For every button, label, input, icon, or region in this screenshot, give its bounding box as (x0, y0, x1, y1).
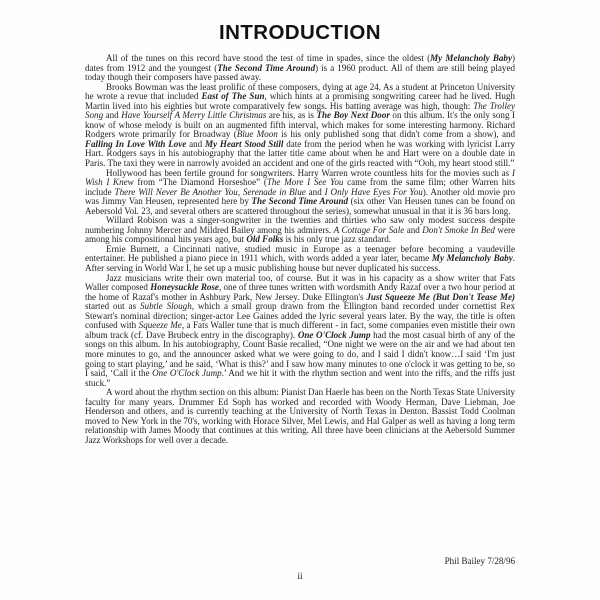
text-run: , which hints at a promising songwriting career had he lived. Hugh Martin lived into his eighties but wrote comparatively few songs. His batting average was high, though: (85, 91, 515, 111)
song-title: The Second Time Around (251, 196, 349, 207)
song-title: Honeysuckle Rose (150, 282, 219, 293)
text-run: is his only true jazz standard. (283, 234, 392, 245)
song-title: Serenade in Blue (242, 186, 306, 197)
document-body (85, 54, 515, 445)
page-number (0, 571, 600, 582)
text-run: and (186, 138, 206, 149)
song-title: My Heart Stood Still (205, 138, 284, 149)
song-title: One O'Clock Jump (297, 329, 371, 340)
text-run: on this album. It's the only song I know of whose melody is built on an augmented fifth interval, which makes for some interesting harmony. Richard Rodgers wrote primarily for Broadway ( (85, 110, 516, 140)
song-title: A Cottage For Sale (333, 224, 405, 235)
song-title: There Will Never Be Another You (114, 186, 238, 197)
text-run: were among his compositional hits years ago, but (85, 224, 515, 245)
text-run: and (103, 110, 122, 121)
text-run: , one of three tunes written with wordsmith Andy Razaf over a two hour period at the home of Razaf's mother in Ashbury Park, New Jersey. Duke Ellington's (85, 282, 515, 302)
paragraph-hollywood (85, 169, 515, 217)
song-title: The More I See You (266, 177, 344, 188)
song-title: The Second Time Around (217, 62, 316, 73)
paragraph-ernie-burnett (85, 245, 515, 274)
song-title: I Wish I Knew (85, 167, 515, 188)
text-run: from “The Diamond Horseshoe” ( (133, 177, 267, 188)
song-title: Have Yourself A Merry Little Christmas (121, 110, 267, 121)
text-run: ) is a 1960 product. All of them are still being played today though their composers have passed away. (85, 62, 515, 83)
song-title: Subtle Slough (140, 301, 192, 312)
song-title: Old Folks (246, 234, 284, 245)
text-run: All of the tunes on this record have stood the test of time in spades, since the oldest ( (106, 53, 431, 63)
song-title: Falling In Love With Love (85, 138, 187, 149)
paragraph-opening (85, 54, 515, 83)
paragraph-rhythm-section (85, 388, 515, 445)
page-number-value: ii (297, 571, 303, 582)
text-run: started out as (85, 301, 141, 312)
page-title: INTRODUCTION (219, 21, 381, 44)
text-run: A word about the rhythm section on this album: Pianist Dan Haerle has been on the North Texas State University faculty for many years. Drummer Ed Soph has worked and recorded with Woody Herman, Dave Liebman, Joe Henderson and others, and is currently teaching at the University of North Texas in Denton. Bassist Todd Coolman moved to New York in the 70's, working with Horace Silver, Mel Lewis, and Hal Galper as well as having a long term relationship with James Moody that continues at this writing. All three have been clinicians at the Aebersold Summer Jazz Workshops for well over a decade. (85, 387, 515, 445)
song-title: Don't Smoke In Bed (422, 224, 495, 235)
song-title: The Boy Next Door (316, 110, 390, 121)
text-run: came from the same film; other Warren hits include (85, 177, 515, 197)
paragraph-willard-robison (85, 216, 515, 245)
text-run: Hollywood has been fertile ground for songwriters. Harry Warren wrote countless hits for the movies such as (106, 167, 512, 178)
song-title: My Melancholy Baby (430, 53, 512, 63)
text-run: (six other Van Heusen tunes can be found on Aebersold Vol. 23, and several others are scattered throughout the series), somewhat unusual in that it is 36 bars long. (85, 196, 515, 216)
text-run: and (305, 186, 325, 197)
song-title: Just Squeeze Me (But Don't Tease Me) (366, 291, 515, 302)
text-run: had the most casual birth of any of the songs on this album. In his autobiography, Count Basie recalled, “One night we were on the air and we had about ten more minutes to go, and the announcer asked what we were going to do, and I said I didn't know…I said ‘I'm just going to start playing,’ and he said, ‘What is this?’ and I saw how many minutes to one o'clock it was getting to be, so I said, ‘Call it the (85, 329, 515, 379)
text-run: is his only published song that didn't come from a show), and (277, 129, 516, 140)
author-signature: Phil Bailey 7/28/96 (444, 556, 515, 566)
text-run: Ernie Burnett, a Cincinnati native, studied music in Europe as a teenager before becoming a vaudeville entertainer. He published a piano piece in 1911 which, with words added a year later, became (85, 243, 515, 264)
song-title: I Only Have Eyes For You (324, 186, 423, 197)
song-title: East of The Sun (201, 91, 265, 102)
paragraph-jazz-musicians (85, 274, 515, 389)
text-run: ) dates from 1912 and the youngest ( (85, 53, 515, 73)
song-title: My Melancholy Baby (431, 253, 513, 264)
text-run: Brooks Bowman was the least prolific of these composers, dying at age 24. As a student at Princeton University he wrote a revue that included (85, 81, 515, 102)
song-title: Blue Moon (236, 129, 278, 140)
text-run: .’ And we hit it with the rhythm section and went into the riffs, and the riffs just stuck.” (85, 368, 515, 388)
text-run: , a Fats Waller tune that is much different - in fact, some companies even mistitle their own album track (cf. Dave Brubeck entry in the discography). (85, 320, 516, 340)
text-run: and (404, 224, 423, 235)
text-run: , which a small group drawn from the Ellington band recorded under cornettist Rex Stewart's nominal direction; singer-actor Lee Gaines added the lyric several years later. By the way, the title is often confused with (85, 301, 515, 331)
text-run: Willard Robison was a singer-songwriter in the twenties and thirties who saw only modest success despite numbering Johnny Mercer and Mildred Bailey among his admirers. (85, 215, 515, 235)
paragraph-brooks-bowman (85, 83, 515, 169)
text-run: date from the period when he was working with lyricist Larry Hart. Rodgers says in his autobiography that the latter title came about when he and Hart were on a double date in Paris. The taxi they were in narrowly avoided an accident and one of the girls reacted with “Ooh, my heart stood still.” (85, 138, 516, 169)
text-run: . After serving in World War I, he set up a music publishing house but never duplicated his success. (85, 253, 515, 274)
text-run: , (237, 186, 243, 197)
song-title: One O'Clock Jump (152, 368, 222, 379)
text-run: ). Another old movie pro was Jimmy Van Heusen, represented here by (85, 186, 516, 207)
text-run: are his, as is (266, 110, 317, 121)
text-run: Jazz musicians write their own material too, of course. But it was in his capacity as a show writer that Fats Waller composed (85, 272, 515, 293)
song-title: Squeeze Me (138, 320, 182, 331)
song-title: The Trolley Song (85, 100, 515, 121)
